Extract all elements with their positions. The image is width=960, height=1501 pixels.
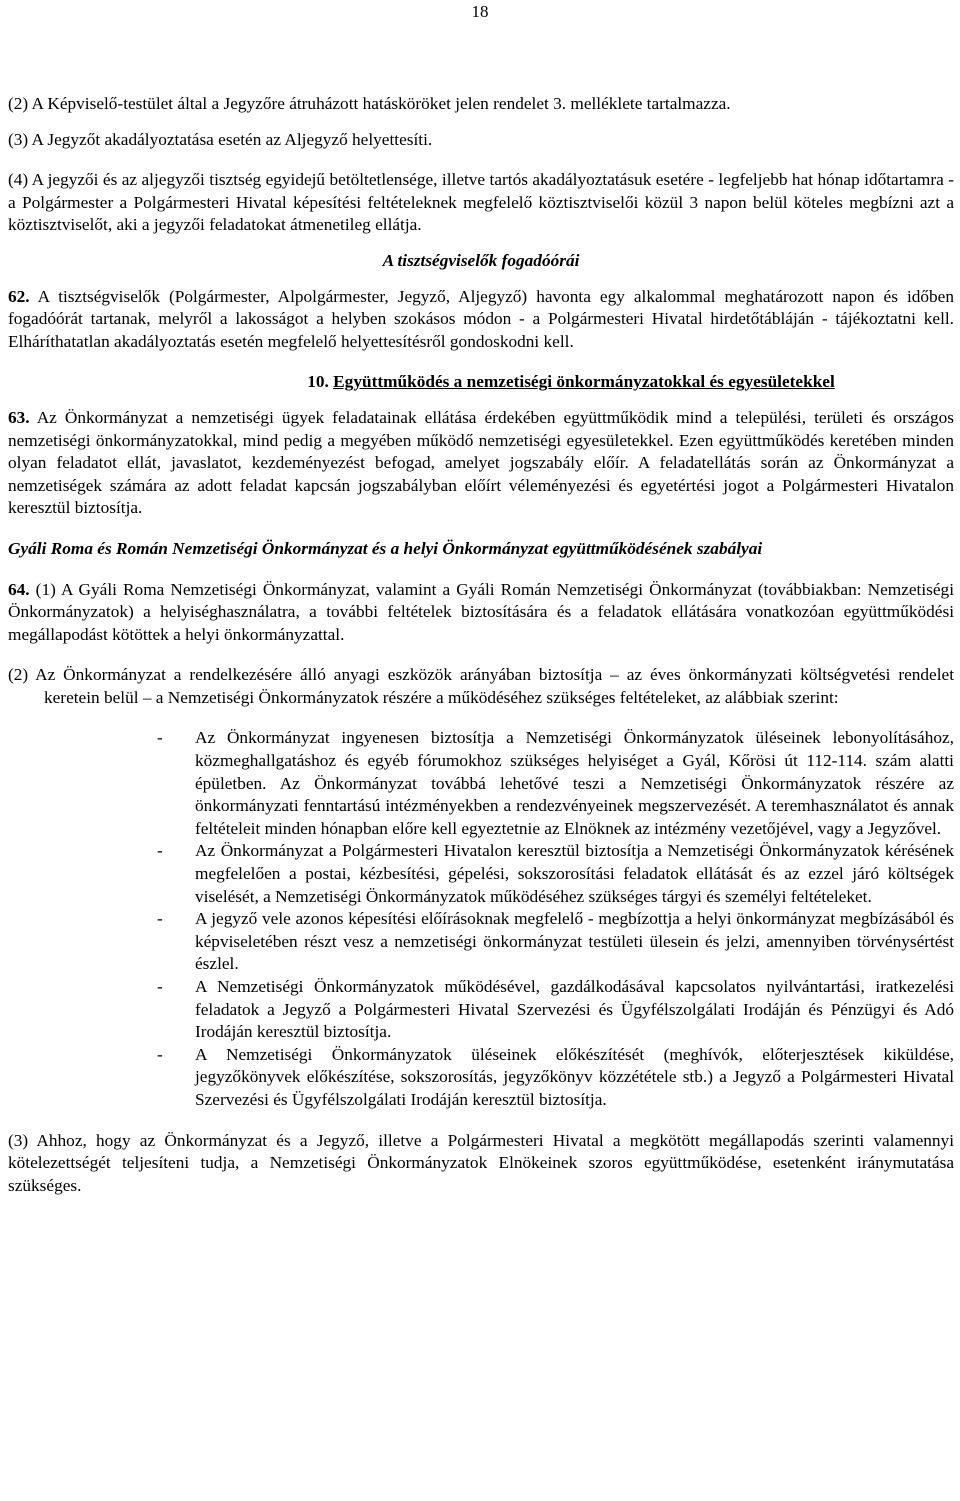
list-item-text: Az Önkormányzat ingyenesen biztosítja a Nemzetiségi Önkormányzatok üléseinek lebonyolításához, közmeghallgatáshoz és egyéb fórumokhoz szükséges helyiséget a Gyál, Kőrösi út 112-114. szám alatti épületben. Az Önkormányzat továbbá lehetővé teszi a Nemzetiségi Önkormányzatok részére az önkormányzati fenntartású intézményekben a rendezvényeinek megszervezését. A teremhasználatot és annak feltételeit minden hónapban előre kell egyeztetnie az Elnöknek az intézmény vezetőjével, vagy a Jegyzővel. <box>195 728 954 838</box>
section-title-fogadoorai: A tisztségviselők fogadóórái <box>382 250 580 270</box>
section-64-number: 64. <box>8 579 30 599</box>
section-64-2: (2) Az Önkormányzat a rendelkezésére álló anyagi eszközök arányában biztosítja – az éves önkormányzati költségvetési rendelet keretein belül – a Nemzetiségi Önkormányzatok részére a működéséhez szükséges feltételeket, az alábbiak szerint: <box>8 665 954 707</box>
list-item-text: Az Önkormányzat a Polgármesteri Hivatalon keresztül biztosítja a Nemzetiségi Önkormányzatok kérésének megfelelően a postai, kézbesítési, gépelési, sokszorosítási feladatok ellátását és az ezzel járó költségek viselését, a Nemzetiségi Önkormányzatok működéséhez szükséges tárgyi és személyi feltételeket. <box>195 841 954 906</box>
chapter-10-number: 10. <box>307 372 329 392</box>
list-item-text: A jegyző vele azonos képesítési előírásoknak megfelelő - megbízottja a helyi önkormányzat megbízásából és képviseletében részt vesz a nemzetiségi önkormányzat testületi ülesein és jelzi, amennyiben törvénysértést észlel. <box>195 909 954 974</box>
paragraph-2: (2) A Képviselő-testület által a Jegyzőre átruházott hatásköröket jelen rendelet 3. melléklete tartalmazza. <box>8 94 731 113</box>
list-dash: - <box>157 1044 163 1064</box>
chapter-10-heading <box>8 371 954 394</box>
section-62-text: A tisztségviselők (Polgármester, Alpolgármester, Jegyző, Aljegyző) havonta egy alkalommal meghatározott napon és időben fogadóórát tartanak, melyről a lakosságot a helyben szokásos módon - a Polgármesteri Hivatal hirdetőtábláján - tájékoztatni kell. Elháríthatatlan akadályoztatás esetén megfelelő helyettesítésről gondoskodni kell. <box>8 286 954 351</box>
list-item-text: A Nemzetiségi Önkormányzatok üléseinek előkészítését (meghívók, előterjesztések kiküldése, jegyzőkönyvek előkészítése, sokszorosítás, jegyzőkönyv közzététele stb.) a Jegyző a Polgármesteri Hivatal Szervezési és Ügyfélszolgálati Irodáján keresztül biztosítja. <box>195 1044 954 1109</box>
section-64-text: (1) A Gyáli Roma Nemzetiségi Önkormányzat, valamint a Gyáli Román Nemzetiségi Önkormányzat (továbbiakban: Nemzetiségi Önkormányzatok) a helyiséghasználatra, a további feltételek biztosítására és a feladatok ellátására vonatkozóan együttműködési megállapodást kötöttek a helyi önkormányzattal. <box>8 579 954 644</box>
list-dash: - <box>157 728 163 748</box>
section-64-3: (3) Ahhoz, hogy az Önkormányzat és a Jegyző, illetve a Polgármesteri Hivatal a megkötött megállapodás szerinti valamennyi kötelezettségét teljesíteni tudja, a Nemzetiségi Önkormányzatok Elnökeinek szoros együttműködése, esetenként iránymutatása szükséges. <box>8 1130 954 1195</box>
list-item <box>153 727 954 840</box>
section-62 <box>8 286 954 354</box>
section-62-number: 62. <box>8 286 30 306</box>
list-item-text: A Nemzetiségi Önkormányzatok működésével, gazdálkodásával kapcsolatos nyilvántartási, iratkezelési feladatok a Jegyző a Polgármesteri Hivatal Szervezési és Ügyfélszolgálati Irodáján és Pénzügyi és Adó Irodáján keresztül biztosítja. <box>195 977 954 1042</box>
section-63-number: 63. <box>8 407 30 427</box>
list-dash: - <box>157 977 163 996</box>
paragraph-4: (4) A jegyzői és az aljegyzői tisztség egyidejű betöltetlensége, illetve tartós akadályoztatásuk esetére - legfeljebb hat hónap időtartamra - a Polgármester a Polgármesteri Hivatal képesítési feltételeknek megfelelő köztisztviselői közül 3 napon belül köteles megbízni azt a köztisztviselőt, aki a jegyzői feladatokat átmenetileg ellátja. <box>8 170 954 235</box>
section-64 <box>8 579 954 647</box>
document-body <box>8 93 954 1197</box>
section-63-text: Az Önkormányzat a nemzetiségi ügyek feladatainak ellátása érdekében együttműködik mind a települési, területi és országos nemzetiségi önkormányzatokkal, mind pedig a megyében működő nemzetiségi egyesületekkel. Ezen együttműködés keretében minden olyan feladatot ellát, javaslatot, kezdeményezést befogad, amelyet jogszabály előír. A feladatellátás során az Önkormányzat a nemzetiségek számára az adott feladat kapcsán jogszabályban előírt véleményezési és egyetértési jogot a Polgármesteri Hivatalon keresztül biztosítja. <box>8 407 954 518</box>
list-dash: - <box>157 909 163 929</box>
paragraph-3: (3) A Jegyzőt akadályoztatása esetén az Aljegyző helyettesíti. <box>8 129 433 149</box>
chapter-10-title: Együttműködés a nemzetiségi önkormányzatokkal és egyesületekkel <box>333 372 835 392</box>
bullet-list <box>8 727 954 1111</box>
section-63 <box>8 407 954 520</box>
list-item <box>153 840 954 908</box>
list-item <box>153 908 954 976</box>
section-title-gyali: Gyáli Roma és Román Nemzetiségi Önkormányzat és a helyi Önkormányzat együttműködésének szabályai <box>8 538 763 558</box>
page-number: 18 <box>471 2 489 21</box>
list-item <box>153 1044 954 1112</box>
list-item <box>153 976 954 1044</box>
list-dash: - <box>157 841 163 861</box>
